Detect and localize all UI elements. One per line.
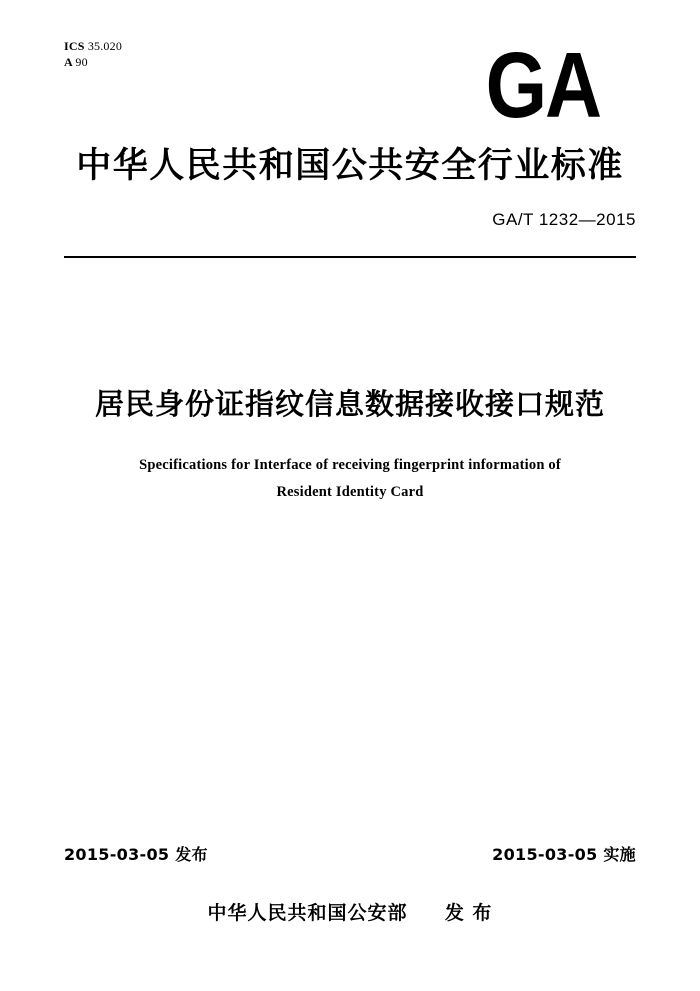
document-title-english (110, 452, 590, 506)
publisher-line (0, 898, 700, 925)
ics-classification-block (64, 38, 122, 70)
document-title-english-line2: Resident Identity Card (276, 483, 424, 500)
document-title-chinese: 居民身份证指纹信息数据接收接口规范 (94, 387, 605, 421)
classification-label: A (64, 55, 73, 70)
ics-line (64, 38, 122, 54)
issue-date: 2015-03-05 发布 (64, 845, 208, 864)
classification-value: 90 (75, 55, 88, 70)
ics-label: ICS (64, 39, 85, 53)
horizontal-divider (64, 256, 636, 258)
classification-line (64, 54, 122, 70)
standard-number: GA/T 1232—2015 (492, 210, 636, 229)
effective-date: 2015-03-05 实施 (492, 845, 636, 864)
publisher-name: 中华人民共和国公安部 (207, 902, 408, 924)
standard-series-title: 中华人民共和国公共安全行业标准 (76, 146, 624, 186)
ics-value: 35.020 (87, 39, 123, 53)
ga-logo: GA (485, 33, 600, 138)
document-title-english-line1: Specifications for Interface of receiving fingerprint information of (139, 457, 561, 473)
publisher-action: 发 布 (444, 902, 493, 924)
